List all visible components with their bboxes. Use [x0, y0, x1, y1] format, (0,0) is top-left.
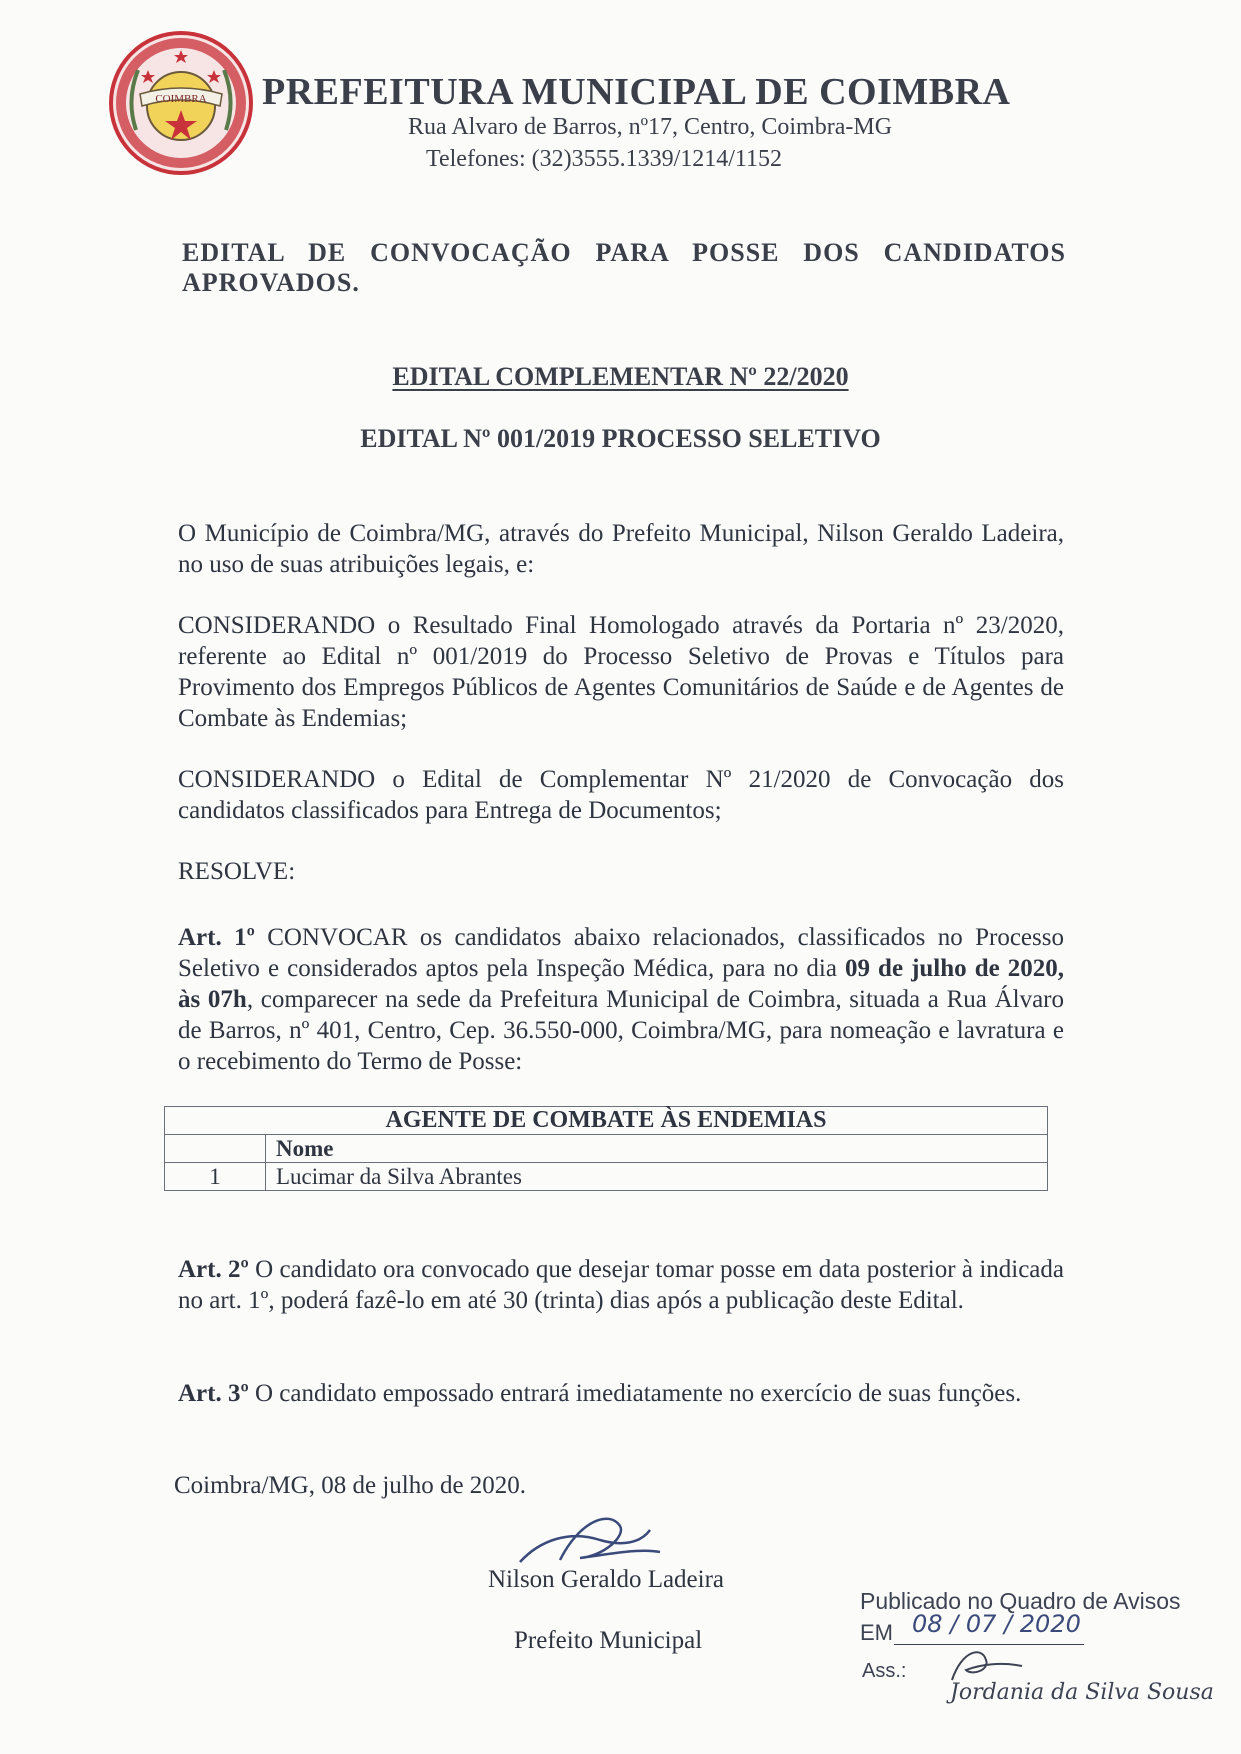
article-3-paragraph: [178, 1378, 1064, 1409]
candidates-table: [164, 1106, 1048, 1191]
considerando-1-paragraph: CONSIDERANDO o Resultado Final Homologado através da Portaria nº 23/2020, referente ao Edital nº 001/2019 do Processo Seletivo de Provas e Títulos para Provimento dos Empregos Públicos de Agentes Comunitários de Saúde e de Agentes de Combate às Endemias;: [178, 612, 1064, 732]
document-title-line2: APROVADOS.: [182, 268, 360, 297]
publication-stamp-title: Publicado no Quadro de Avisos: [860, 1588, 1181, 1614]
edital-complementar-text: EDITAL COMPLEMENTAR Nº 22/2020: [392, 362, 849, 391]
article-2-text: O candidato ora convocado que desejar tomar posse em data posterior à indicada no art. 1º, poderá fazê-lo em até 30 (trinta) dias após a publicação deste Edital.: [178, 1256, 1064, 1314]
prefeitura-address: Rua Alvaro de Barros, nº17, Centro, Coimbra-MG: [408, 114, 893, 140]
document-title-line1: EDITAL DE CONVOCAÇÃO PARA POSSE DOS CANDIDATOS: [182, 238, 1066, 267]
logo-text: COIMBRA: [155, 93, 207, 105]
article-3-label: Art. 3º: [178, 1380, 249, 1407]
table-title-row: [165, 1107, 1048, 1135]
prefeitura-title: PREFEITURA MUNICIPAL DE COIMBRA: [262, 71, 1011, 113]
table-cell-num: 1: [165, 1163, 266, 1191]
table-row: [165, 1163, 1048, 1191]
considerando-2-paragraph: CONSIDERANDO o Edital de Complementar Nº 21/2020 de Convocação dos candidatos classificados para Entrega de Documentos;: [178, 766, 1064, 824]
document-date: Coimbra/MG, 08 de julho de 2020.: [174, 1472, 527, 1499]
publication-stamp-date: 08 / 07 / 2020: [912, 1610, 1081, 1638]
intro-paragraph: O Município de Coimbra/MG, através do Prefeito Municipal, Nilson Geraldo Ladeira, no uso de suas atribuições legais, e:: [178, 520, 1064, 578]
table-header-num: [165, 1135, 266, 1163]
article-2-paragraph: [178, 1254, 1064, 1316]
table-header-name: Nome: [266, 1135, 1048, 1163]
signer-role: Prefeito Municipal: [514, 1627, 703, 1654]
article-3-text: O candidato empossado entrará imediatamente no exercício de suas funções.: [248, 1380, 1022, 1407]
edital-processo-seletivo-heading: EDITAL Nº 001/2019 PROCESSO SELETIVO: [360, 424, 881, 453]
article-1-text-b: , comparecer na sede da Prefeitura Municipal de Coimbra, situada a Rua Álvaro de Barros, nº 401, Centro, Cep. 36.550-000, Coimbra/MG, para nomeação e lavratura e o recebimento do Termo de Posse:: [178, 986, 1064, 1075]
publication-stamp-name: Jordania da Silva Sousa: [950, 1680, 1214, 1705]
publication-stamp-em-label: EM: [860, 1620, 893, 1645]
article-2-label: Art. 2º: [178, 1256, 249, 1283]
municipal-coat-of-arms-logo: [108, 30, 254, 176]
article-1-label: Art. 1º: [178, 924, 255, 951]
table-cell-name: Lucimar da Silva Abrantes: [266, 1163, 1048, 1191]
publication-stamp-ass-label: Ass.:: [862, 1660, 907, 1682]
article-1-text-a: CONVOCAR os candidatos abaixo relacionados, classificados no Processo Seletivo e considerados aptos pela Inspeção Médica, para no dia: [178, 924, 1064, 982]
signer-name: Nilson Geraldo Ladeira: [488, 1566, 725, 1593]
resolve-label: RESOLVE:: [178, 858, 296, 885]
table-header-row: [165, 1135, 1048, 1163]
prefeitura-phones: Telefones: (32)3555.1339/1214/1152: [426, 146, 783, 172]
article-1-date-time: 09 de julho de 2020, às 07h: [178, 955, 1064, 1013]
article-1-paragraph: [178, 922, 1064, 1077]
edital-complementar-heading: [0, 362, 1241, 392]
table-title: AGENTE DE COMBATE ÀS ENDEMIAS: [165, 1107, 1048, 1135]
